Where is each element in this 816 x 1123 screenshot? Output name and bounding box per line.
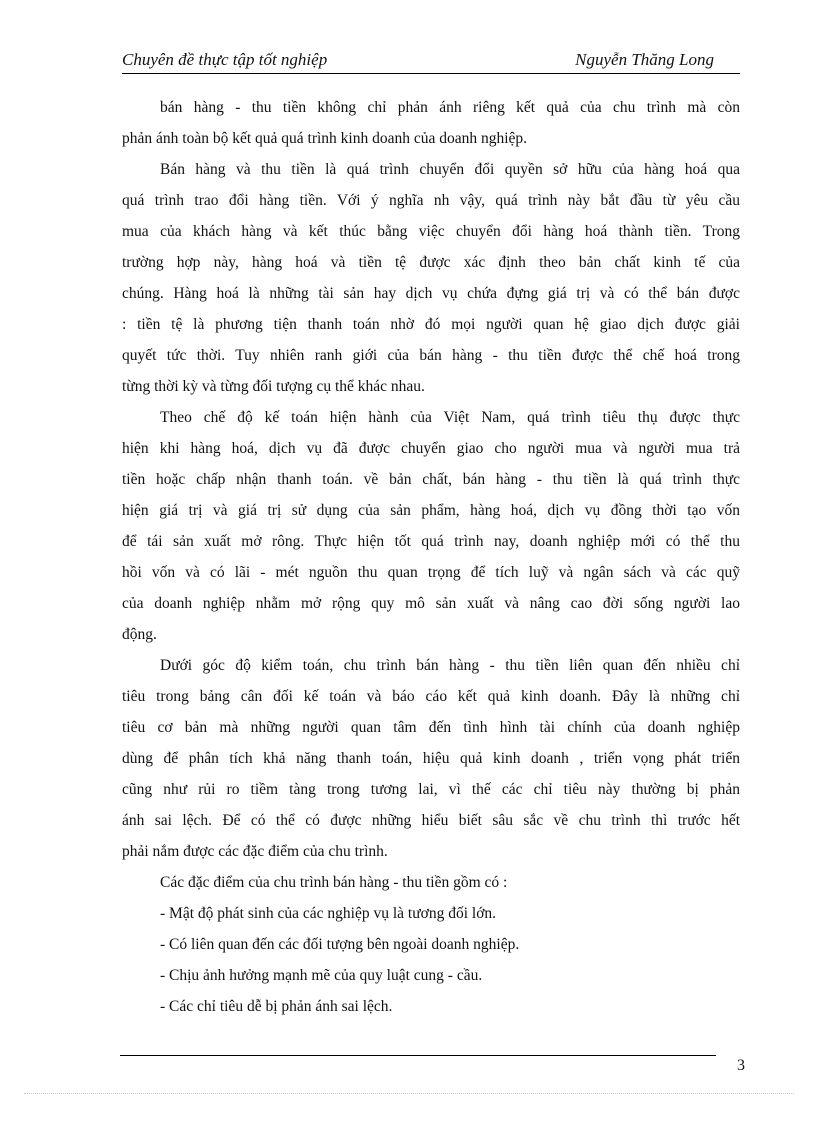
- paragraph-line: tiền hoặc chấp nhận thanh toán. về bản chất, bán hàng - thu tiền là quá trình thực: [122, 471, 740, 488]
- body-text: [122, 92, 740, 1022]
- paragraph-line: chúng. Hàng hoá là những tài sản hay dịch vụ chứa đựng giá trị và có thể bán được: [122, 285, 740, 302]
- paragraph-line: hiện khi hàng hoá, dịch vụ đã được chuyển giao cho người mua và người mua trả: [122, 440, 740, 457]
- paragraph-line: Dưới góc độ kiểm toán, chu trình bán hàng - thu tiền liên quan đến nhiều chỉ: [160, 657, 740, 674]
- paragraph-line: quyết tức thời. Tuy nhiên ranh giới của bán hàng - thu tiền được thể chế hoá trong: [122, 347, 740, 364]
- paragraph-line: tiêu cơ bản mà những người quan tâm đến tình hình tài chính của doanh nghiệp: [122, 719, 740, 736]
- paragraph-line: trường hợp này, hàng hoá và tiền tệ được xác định theo bản chất kinh tế của: [122, 254, 740, 271]
- paragraph-line: mua của khách hàng và kết thúc bằng việc chuyển đổi hàng hoá thành tiền. Trong: [122, 223, 740, 240]
- paragraph-line: từng thời kỳ và từng đối tượng cụ thể khác nhau.: [122, 378, 425, 395]
- list-intro: Các đặc điểm của chu trình bán hàng - thu tiền gồm có :: [160, 874, 508, 891]
- paragraph-line: phải nắm được các đặc điểm của chu trình.: [122, 843, 388, 860]
- page-header: [122, 48, 740, 72]
- list-item: - Có liên quan đến các đối tượng bên ngoài doanh nghiệp.: [160, 936, 520, 953]
- header-author: Nguyễn Thăng Long: [575, 50, 714, 69]
- paragraph-line: Bán hàng và thu tiền là quá trình chuyển đổi quyền sở hữu của hàng hoá qua: [160, 161, 740, 178]
- list-item: - Các chỉ tiêu dễ bị phản ánh sai lệch.: [160, 998, 393, 1015]
- list-item: - Chịu ảnh hưởng mạnh mẽ của quy luật cung - cầu.: [160, 967, 483, 984]
- paragraph-line: : tiền tệ là phương tiện thanh toán nhờ đó mọi người quan hệ giao dịch được giải: [122, 316, 740, 333]
- paragraph-line: quá trình trao đổi hàng tiền. Với ý nghĩa nh vậy, quá trình này bắt đầu từ yêu cầu: [122, 192, 740, 209]
- page-number: 3: [737, 1057, 745, 1074]
- header-title: Chuyên đề thực tập tốt nghiệp: [122, 50, 328, 69]
- paragraph-line: bán hàng - thu tiền không chỉ phản ánh riêng kết quả của chu trình mà còn: [160, 99, 740, 116]
- paragraph-line: dùng để phân tích khả năng thanh toán, hiệu quả kinh doanh , triển vọng phát triển: [122, 750, 740, 767]
- paragraph-line: Theo chế độ kế toán hiện hành của Việt Nam, quá trình tiêu thụ được thực: [160, 409, 740, 426]
- paragraph-line: để tái sản xuất mở rông. Thực hiện tốt quá trình nay, doanh nghiệp mới có thể thu: [122, 533, 740, 550]
- paragraph-line: cũng như rủi ro tiềm tàng trong tương lai, vì thế các chỉ tiêu này thường bị phản: [122, 781, 740, 798]
- paragraph-line: động.: [122, 626, 157, 643]
- footer-divider: [120, 1055, 716, 1056]
- list-item: - Mật độ phát sinh của các nghiệp vụ là tương đối lớn.: [160, 905, 497, 922]
- paragraph-line: hiện giá trị và giá trị sử dụng của sản phẩm, hàng hoá, dịch vụ đồng thời tạo vốn: [122, 502, 740, 519]
- paragraph-line: phản ánh toàn bộ kết quả quá trình kinh doanh của doanh nghiệp.: [122, 130, 528, 147]
- paragraph-line: của doanh nghiệp nhằm mở rộng quy mô sản xuất và nâng cao đời sống người lao: [122, 595, 740, 612]
- page-bottom-border: [24, 1093, 794, 1094]
- paragraph-line: tiêu trong bảng cân đối kế toán và báo cáo kết quả kinh doanh. Đây là những chỉ: [122, 688, 740, 705]
- paragraph-line: hồi vốn và có lãi - mét nguồn thu quan trọng để tích luỹ và ngân sách và các quỹ: [122, 564, 740, 581]
- paragraph-line: ánh sai lệch. Để có thể có được những hiểu biết sâu sắc về chu trình thì trước hết: [122, 812, 740, 829]
- header-divider: [122, 73, 740, 74]
